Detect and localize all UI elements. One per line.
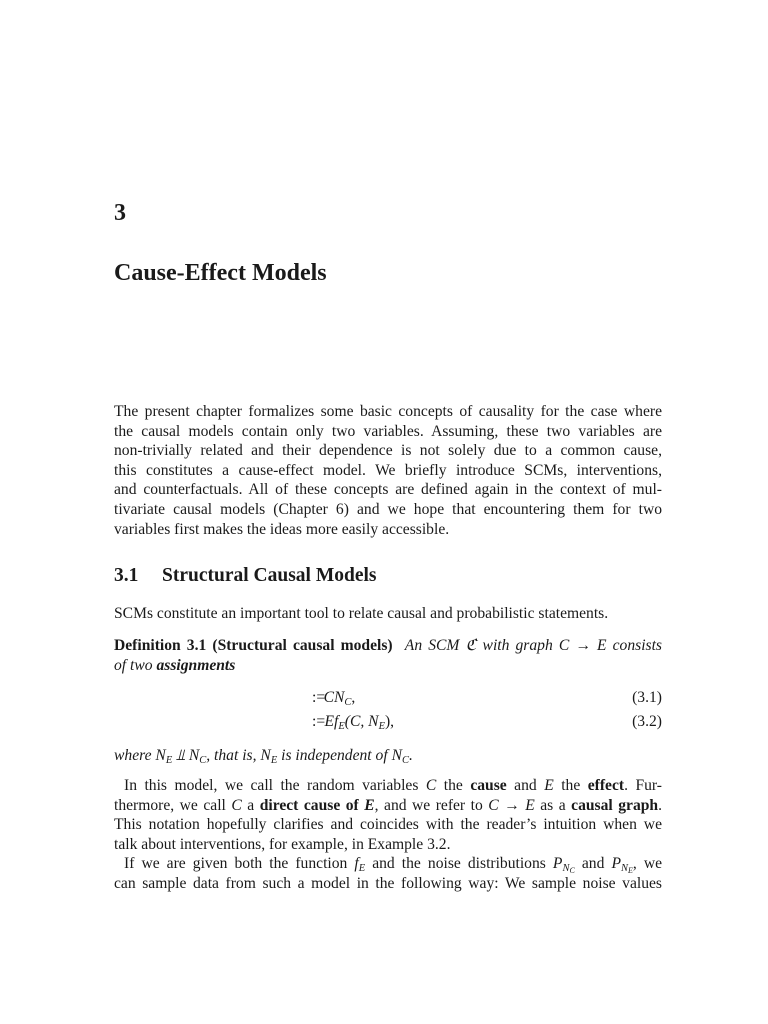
text: and: [506, 777, 545, 794]
where-text: .: [409, 747, 413, 764]
where-subscript: C: [401, 755, 409, 766]
definition-text-a: An SCM: [404, 637, 466, 654]
definition-text-b: with graph C → E consists: [476, 637, 662, 654]
text: , and we refer to: [374, 796, 489, 814]
subscript: [621, 863, 633, 874]
definition-line-2: [114, 656, 662, 676]
body-line: [114, 854, 662, 874]
eq-subscript: E: [338, 721, 345, 732]
definition-block: [114, 636, 662, 676]
text: the: [553, 777, 588, 794]
definition-text-c: of two: [114, 657, 157, 674]
intro-line: variables first makes the ideas more easily accessible.: [114, 520, 450, 538]
chapter-title: Cause-Effect Models: [114, 260, 327, 286]
assign-op: :=: [312, 689, 326, 706]
eq-tail: ),: [384, 713, 395, 730]
math-var: f: [354, 855, 359, 873]
term-causal-graph: causal graph: [571, 796, 659, 814]
text: and: [574, 855, 612, 873]
definition-line-1: [114, 636, 662, 656]
subscript: E: [358, 863, 366, 875]
math-var: E: [544, 777, 554, 794]
subscript-text: N: [562, 863, 570, 875]
body-line: can sample data from such a model in the following way: We sample noise values: [114, 874, 662, 892]
intro-line: non-trivially related and their dependence is not solely due to a common cause,: [114, 442, 662, 460]
equation-3-1: [114, 689, 662, 711]
equation-number: (3.2): [632, 713, 662, 730]
scm-symbol: ℭ: [465, 637, 477, 654]
definition-bold-term: assignments: [156, 657, 236, 674]
where-subscript: E: [165, 755, 173, 766]
math-var: E: [364, 796, 375, 814]
equation-number: (3.1): [632, 689, 662, 706]
chapter-intro-paragraph: [114, 402, 662, 539]
term-effect: effect: [587, 777, 625, 794]
section-title: Structural Causal Models: [162, 565, 377, 586]
math-var: P: [552, 855, 563, 873]
eq-tail: ,: [351, 689, 356, 706]
text: If we are given both the function: [124, 855, 355, 873]
where-clause: [114, 747, 413, 766]
term-cause: cause: [470, 777, 507, 794]
where-subscript: C: [199, 755, 207, 766]
chapter-number: 3: [114, 200, 126, 226]
eq-subscript: E: [378, 721, 385, 732]
math-expr: C → E: [488, 796, 535, 814]
where-text: ⫫ N: [172, 747, 200, 764]
equation-lhs: E: [324, 713, 334, 730]
eq-subscript: C: [344, 697, 352, 708]
text: , we: [632, 855, 663, 873]
intro-line: tivariate causal models (Chapter 6) and we hope that encountering them for two: [114, 500, 662, 518]
eq-tail: (C, N: [344, 713, 379, 730]
math-var: P: [611, 855, 621, 873]
body-line: talk about interventions, for example, in Example 3.2.: [114, 835, 451, 853]
text: the: [436, 777, 471, 794]
intro-line: this constitutes a cause-effect model. We briefly introduce SCMs, interventions,: [114, 461, 662, 479]
body-line: This notation hopefully clarifies and coincides with the reader’s intuition when we: [114, 816, 662, 834]
text: as a: [534, 796, 572, 814]
subscript-text: C: [569, 866, 575, 876]
body-line: [114, 776, 662, 796]
math-var: C: [231, 796, 242, 814]
section-number: 3.1: [114, 565, 139, 586]
eq-symbol: N: [334, 689, 345, 706]
text: a: [241, 796, 260, 814]
equation-rhs: [312, 713, 395, 732]
term-direct-cause: direct cause of: [259, 796, 365, 814]
equation-3-2: [114, 713, 662, 735]
where-text: , that is, N: [206, 747, 271, 764]
definition-head: Definition 3.1 (Structural causal models): [114, 637, 393, 654]
intro-line: The present chapter formalizes some basic concepts of causality for the case where: [114, 403, 662, 420]
equation-lhs: C: [323, 689, 334, 706]
text: In this model, we call the random variables: [124, 777, 426, 794]
text: . Fur-: [624, 777, 662, 794]
section-heading: [114, 565, 377, 587]
math-var: C: [425, 777, 437, 794]
text: thermore, we call: [114, 796, 232, 814]
section-intro: SCMs constitute an important tool to relate causal and probabilistic statements.: [114, 605, 609, 622]
intro-line: and counterfactuals. All of these concepts are defined again in the context of mul-: [114, 481, 662, 499]
where-text: where N: [114, 747, 166, 764]
text: and the noise distributions: [365, 855, 553, 873]
subscript-text: N: [620, 863, 628, 875]
eq-symbol: f: [334, 713, 339, 730]
body-line: [114, 796, 662, 816]
intro-line: the causal models contain only two variables. Assuming, these two variables are: [114, 422, 662, 440]
where-subscript: E: [270, 755, 278, 766]
subscript-text: E: [627, 866, 633, 876]
text: .: [658, 796, 663, 814]
subscript: [562, 863, 574, 874]
definition-text: [405, 637, 662, 654]
body-text: [114, 776, 662, 894]
assign-op: :=: [312, 713, 326, 730]
where-text: is independent of N: [277, 747, 402, 764]
equation-rhs: [312, 689, 356, 708]
